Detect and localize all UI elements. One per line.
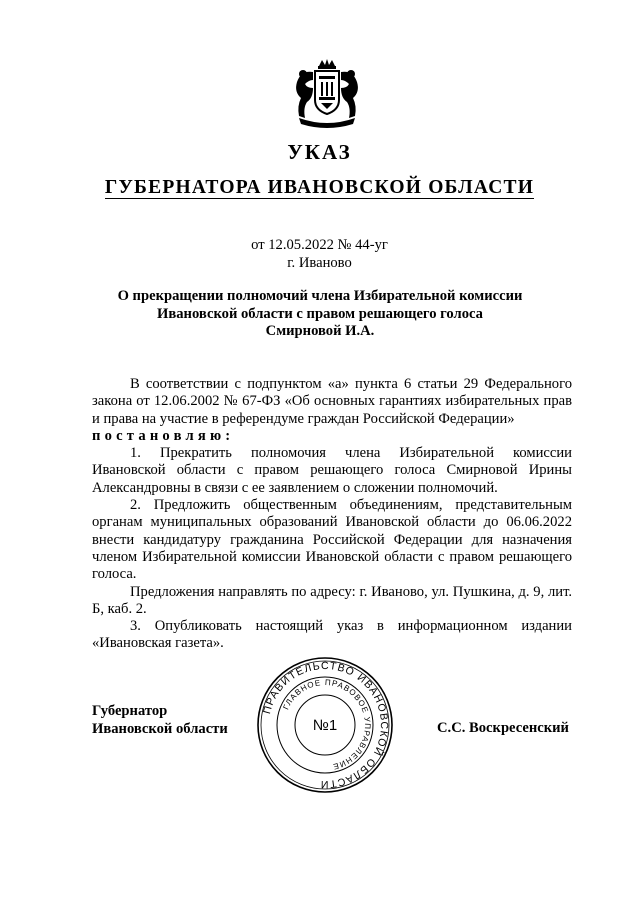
- preamble-paragraph: В соответствии с подпунктом «а» пункта 6 статьи 29 Федерального закона от 12.06.2002 № 67-ФЗ «Об основных гарантиях избирательных прав и права на участие в референдуме граждан Российской Федерации»: [92, 376, 572, 427]
- official-stamp: [255, 655, 395, 795]
- item-1-paragraph: 1. Прекратить полномочия члена Избирательной комиссии Ивановской области с правом решающего голоса Смирновой Ирины Александровны в связи с ее заявлением о сложении полномочий.: [92, 445, 572, 496]
- document-body: [92, 376, 572, 653]
- item-3-paragraph: 3. Опубликовать настоящий указ в информационном издании «Ивановская газета».: [92, 618, 572, 652]
- date-number: от 12.05.2022 № 44-уг: [251, 237, 388, 253]
- heading-line-1: О прекращении полномочий члена Избирательной комиссии: [117, 288, 523, 304]
- signatory-position-line-2: Ивановской области: [92, 720, 228, 737]
- heading: [80, 288, 560, 341]
- decree-word: постановляю:: [92, 427, 235, 444]
- item-2-paragraph: 2. Предложить общественным объединениям, представительным органам муниципальных образований Ивановской области до 06.06.2022 внести кандидатуру гражданина Российской Федерации для назначения членом Избирательной комиссии Ивановской области с правом решающего голоса.: [92, 497, 572, 583]
- stamp-outer-text: ПРАВИТЕЛЬСТВО ИВАНОВСКОЙ ОБЛАСТИ: [261, 659, 391, 791]
- heading-line-2: Ивановской области с правом решающего голоса: [157, 305, 483, 322]
- signatory-name: С.С. Воскресенский: [437, 720, 569, 736]
- signatory-position: [92, 703, 228, 738]
- item-2-address-paragraph: Предложения направлять по адресу: г. Иваново, ул. Пушкина, д. 9, лит. Б, каб. 2.: [92, 583, 572, 617]
- city: г. Иваново: [287, 255, 352, 271]
- document-subtitle: [0, 177, 639, 199]
- stamp-number: №1: [312, 717, 338, 734]
- heading-line-3: Смирновой И.А.: [265, 323, 375, 339]
- document-subtitle-text: ГУБЕРНАТОРА ИВАНОВСКОЙ ОБЛАСТИ: [104, 177, 535, 198]
- signatory-position-line-1: Губернатор: [92, 703, 168, 719]
- coat-of-arms-icon: [291, 58, 363, 128]
- stamp-inner-text: ГЛАВНОЕ ПРАВОВОЕ УПРАВЛЕНИЕ: [281, 677, 373, 772]
- document-title: УКАЗ: [287, 140, 352, 164]
